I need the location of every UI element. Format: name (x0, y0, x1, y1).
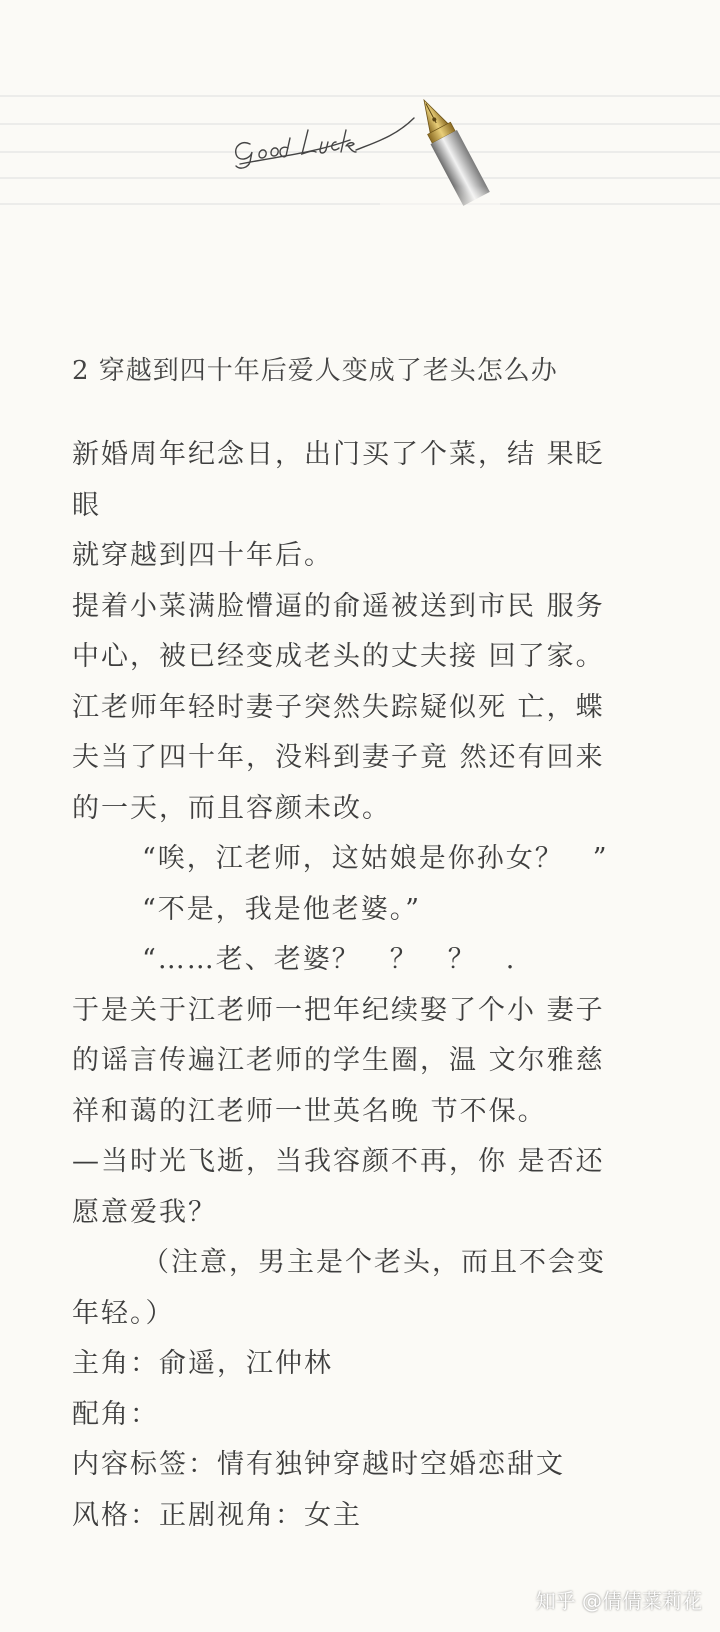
body-line: 就穿越到四十年后。 (72, 540, 333, 571)
dialogue-line: “不是，我是他老婆。” (142, 893, 422, 925)
body-line: 愿意爱我？ (72, 1196, 217, 1228)
post-title: 2 穿越到四十年后爱人变成了老头怎么办 (72, 356, 558, 386)
body-line: —当时光飞逝，当我容颜不再，你 是否还 (72, 1146, 605, 1177)
body-line: 中心，被已经变成老头的丈夫接 回了家。 (72, 641, 605, 672)
meta-tags: 内容标签：情有独钟穿越时空婚恋甜文 (72, 1449, 565, 1480)
body-line: 年轻。） (72, 1297, 175, 1329)
body-line: 夫当了四十年，没料到妻子竟 然还有回来 (72, 742, 605, 773)
body-line: 于是关于江老师一把年纪续娶了个小 妻子 (72, 994, 605, 1026)
header-art-text (0, 220, 1, 221)
header-decoration (0, 90, 720, 220)
body-line: 江老师年轻时妻子突然失踪疑似死 亡，蝶 (72, 691, 605, 723)
body-line: 眼 (72, 489, 101, 521)
meta-protagonists: 主角：俞遥，江仲林 (72, 1348, 333, 1379)
meta-supporting: 配角： (72, 1398, 159, 1430)
fountain-pen-illustration (0, 90, 720, 220)
note-line: （注意，男主是个老头，而且不会变 (142, 1247, 606, 1278)
body-line: 新婚周年纪念日，出门买了个菜，结 果眨 (72, 439, 605, 470)
meta-style: 风格：正剧视角：女主 (72, 1499, 362, 1531)
body-line: 的谣言传遍江老师的学生圈，温 文尔雅慈 (72, 1045, 605, 1076)
ruled-lines (0, 96, 720, 204)
synopsis-text (72, 430, 652, 1541)
dialogue-line: “……老、老婆？ ？ ？ . (142, 944, 517, 975)
body-line: 祥和蔼的江老师一世英名晚 节不保。 (72, 1095, 547, 1127)
body-line: 的一天，而且容颜未改。 (72, 792, 391, 824)
body-line: 提着小菜满脸懵逼的俞遥被送到市民 服务 (72, 590, 605, 622)
zhihu-watermark: 知乎 @倩倩菜莉花 (535, 1589, 702, 1613)
good-luck-script (236, 118, 414, 168)
dialogue-line: “唉，江老师，这姑娘是你孙女？ ” (142, 843, 609, 874)
